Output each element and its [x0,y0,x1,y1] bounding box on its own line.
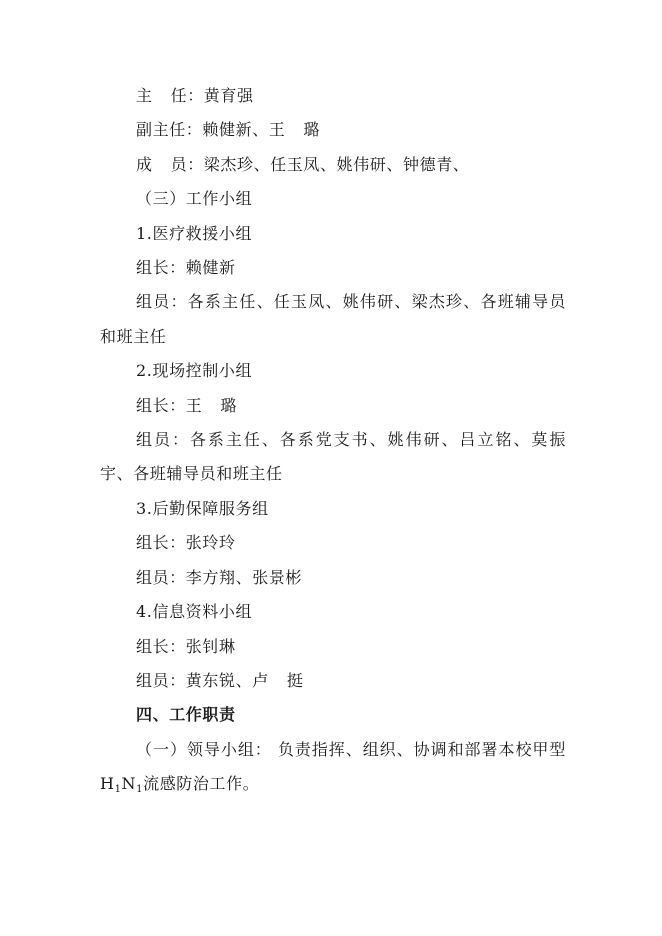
info-group-heading: 4.信息资料小组 [136,602,253,622]
leadership-group-duty: （一）领导小组： 负责指挥、组织、协调和部署本校甲型 $H_1N_1$流感防治工作。 [100,739,566,796]
logistics-group-members: 组员：李方翔、张景彬 [136,567,303,587]
members-line: 成 员：梁杰珍、任玉凤、姚伟研、钟德青、 [136,154,470,174]
section-working-groups: （三）工作小组 [136,189,253,209]
logistics-group-leader: 组长：张玲玲 [136,533,236,553]
director-line: 主 任：黄育强 [136,86,254,105]
site-control-group-members: 组员：各系主任、各系党支书、姚伟研、吕立铭、莫振宇、各班辅导员和班主任 [100,430,566,484]
info-group-leader: 组长：张钊琳 [136,636,236,656]
logistics-group-heading: 3.后勤保障服务组 [136,498,269,518]
site-control-group-leader: 组长：王 璐 [136,395,238,415]
medical-rescue-group-heading: 1.医疗救援小组 [136,223,253,243]
site-control-group-heading: 2.现场控制小组 [136,361,253,381]
medical-group-leader: 组长：赖健新 [136,258,236,278]
info-group-members: 组员：黄东锐、卢 挺 [136,670,304,690]
deputy-director-line: 副主任：赖健新、王 璐 [136,120,321,140]
medical-group-members: 组员：各系主任、任玉凤、姚伟研、梁杰珍、各班辅导员和班主任 [100,292,566,346]
section-duties-heading: 四、工作职责 [136,705,236,725]
